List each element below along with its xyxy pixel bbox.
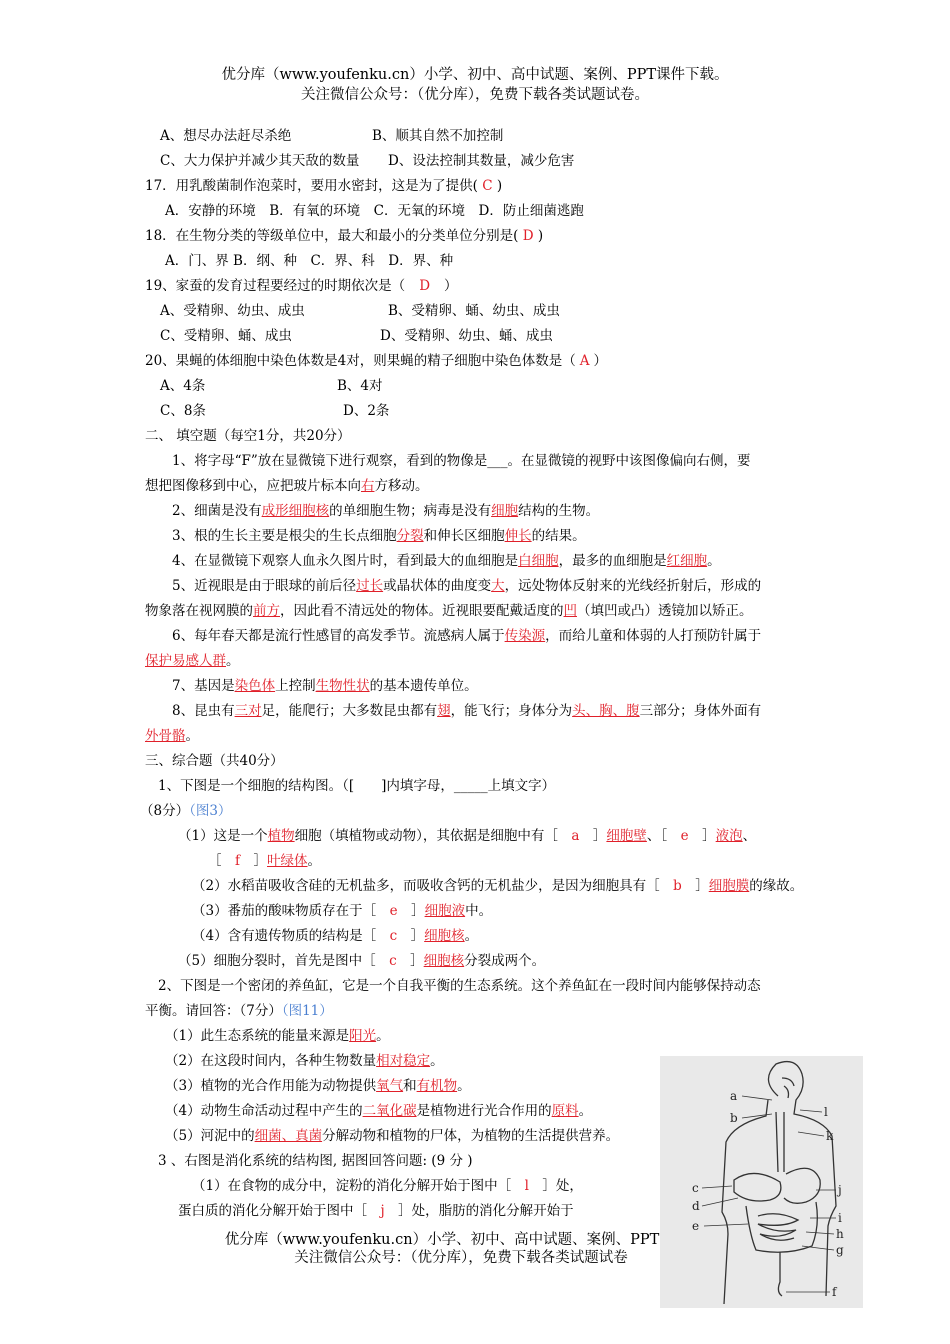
footer-line-2: 关注微信公众号：（优分库），免费下载各类试题试卷 <box>294 1250 628 1266</box>
comp-1-stem: 1、下图是一个细胞的结构图。（[ ]内填字母，_____上填文字） <box>158 778 556 794</box>
fill-1-line-b: 想把图像移到中心，应把玻片标本向右方移动。 <box>145 478 429 494</box>
answer-letter: a <box>571 828 580 844</box>
q17-stem: 17．用乳酸菌制作泡菜时，要用水密封，这是为了提供( C ) <box>145 178 503 194</box>
answer: 过长 <box>356 578 384 594</box>
fill-7: 7、基因是染色体上控制生物性状的基本遗传单位。 <box>172 678 478 694</box>
comp-1-q3: （3）番茄的酸味物质存在于［ e ］细胞液中。 <box>192 903 493 919</box>
q19-option-a: A、受精卵、幼虫、成虫 <box>160 303 305 319</box>
comp-2-q3: （3）植物的光合作用能为动物提供氧气和有机物。 <box>165 1078 471 1094</box>
figure-ref: （图11） <box>281 1003 333 1019</box>
q20-option-b: B、4对 <box>337 378 383 394</box>
header-line-2: 关注微信公众号：（优分库），免费下载各类试题试卷。 <box>301 87 649 103</box>
fill-8-line-b: 外骨骼。 <box>145 728 199 744</box>
comp-3-stem: 3 、右图是消化系统的结构图, 据图回答问题: (9 分 ) <box>158 1153 473 1169</box>
answer: 细胞核 <box>424 928 465 944</box>
answer: 阳光 <box>349 1028 377 1044</box>
q18-options: A．门、界 B．纲、种 C．界、科 D．界、种 <box>165 253 454 269</box>
q19-option-c: C、受精卵、蛹、成虫 <box>160 328 292 344</box>
comp-1-q5: （5）细胞分裂时，首先是图中［ c ］细胞核分裂成两个。 <box>178 953 546 969</box>
answer: 细胞核 <box>423 953 465 969</box>
fill-8-line-a: 8、昆虫有三对足，能爬行；大多数昆虫都有翅，能飞行；身体分为头、胸、腹三部分；身体外面有 <box>172 703 762 719</box>
q16-option-b: B、顺其自然不加控制 <box>372 128 504 144</box>
comp-1-q2: （2）水稻苗吸收含硅的无机盐多，而吸收含钙的无机盐少，是因为细胞具有［ b ］细胞膜的缘故。 <box>192 878 804 894</box>
answer-letter: c <box>389 928 398 944</box>
comp-2-q2: （2）在这段时间内，各种生物数量相对稳定。 <box>165 1053 444 1069</box>
q20-stem: 20、果蝇的体细胞中染色体数是4对，则果蝇的精子细胞中染色体数是（ A ） <box>145 353 608 369</box>
q19-stem: 19、家蚕的发育过程要经过的时期依次是（ D ） <box>145 278 458 294</box>
fill-5-line-a: 5、近视眼是由于眼球的前后径过长或晶状体的曲度变大，远处物体反射来的光线经折射后，形成的 <box>172 578 762 594</box>
comp-2-stem-a: 2、下图是一个密闭的养鱼缸，它是一个自我平衡的生态系统。这个养鱼缸在一段时间内能够保持动态 <box>158 978 761 994</box>
q20-option-a: A、4条 <box>160 378 206 394</box>
fill-1-line-a: 1、将字母“F”放在显微镜下进行观察，看到的物像是___。在显微镜的视野中该图像偏向右侧，要 <box>172 453 751 469</box>
label-c: c <box>692 1181 699 1195</box>
answer: 细胞 <box>491 503 519 519</box>
label-f: f <box>832 1285 837 1299</box>
answer: 右 <box>361 478 375 494</box>
section-2-title: 二、 填空题（每空1分，共20分） <box>145 428 351 444</box>
answer: 伸长 <box>504 528 532 544</box>
fill-6-line-b: 保护易感人群。 <box>145 653 240 669</box>
q18-stem: 18．在生物分类的等级单位中，最大和最小的分类单位分别是( D ) <box>145 228 544 244</box>
digestive-system-diagram <box>660 1056 863 1308</box>
fill-5-line-b: 物象落在视网膜的前方，因此看不清远处的物体。近视眼要配戴适度的凹（填凹或凸）透镜加以矫正。 <box>145 603 753 619</box>
comp-1-q1-cont: ［ f ］叶绿体。 <box>208 853 321 869</box>
answer: 分裂 <box>396 528 424 544</box>
answer-letter: j <box>380 1203 385 1219</box>
answer: 传染源 <box>504 628 546 644</box>
comp-2-q5: （5）河泥中的细菌、真菌分解动物和植物的尸体，为植物的生活提供营养。 <box>165 1128 620 1144</box>
answer: 植物 <box>267 828 295 844</box>
q17-answer: C <box>477 178 497 194</box>
answer: 生物性状 <box>315 678 370 694</box>
q16-option-a: A、想尽办法赶尽杀绝 <box>160 128 292 144</box>
answer: 原料 <box>551 1103 579 1119</box>
answer: 氧气 <box>376 1078 404 1094</box>
label-e: e <box>692 1219 700 1233</box>
label-g: g <box>836 1243 844 1257</box>
figure-ref: （图3） <box>189 803 232 819</box>
q20-option-c: C、8条 <box>160 403 206 419</box>
answer-letter: f <box>235 853 240 869</box>
answer-letter: e <box>680 828 689 844</box>
answer: 二氧化碳 <box>362 1103 417 1119</box>
label-j: j <box>838 1183 842 1197</box>
q20-option-d: D、2条 <box>343 403 390 419</box>
label-k: k <box>826 1129 834 1143</box>
answer: 相对稳定 <box>376 1053 431 1069</box>
comp-1-score: （8分）（图3） <box>140 803 232 819</box>
answer: 三对 <box>234 703 262 719</box>
answer: 翅 <box>437 703 451 719</box>
label-i: i <box>838 1211 842 1225</box>
answer: 液泡 <box>715 828 743 844</box>
q20-answer: A <box>579 353 590 369</box>
comp-1-q1: （1）这是一个植物细胞（填植物或动物），其依据是细胞中有［ a ］细胞壁、［ e ］液泡、 <box>178 828 757 844</box>
label-l: l <box>824 1105 828 1119</box>
answer: 红细胞 <box>666 553 708 569</box>
answer: 染色体 <box>234 678 276 694</box>
comp-3-q1-cont: 蛋白质的消化分解开始于图中［ j ］处，脂肪的消化分解开始于 <box>178 1203 574 1219</box>
label-b: b <box>730 1111 738 1125</box>
header-line-1: 优分库（www.youfenku.cn）小学、初中、高中试题、案例、PPT课件下载。 <box>221 67 729 83</box>
fill-4: 4、在显微镜下观察人血永久图片时，看到最大的血细胞是白细胞，最多的血细胞是红细胞。 <box>172 553 721 569</box>
answer: 头、胸、腹 <box>572 703 640 719</box>
q16-option-d: D、设法控制其数量，减少危害 <box>388 153 575 169</box>
answer-letter: c <box>389 953 397 969</box>
fill-6-line-a: 6、每年春天都是流行性感冒的高发季节。流感病人属于传染源，而给儿童和体弱的人打预防针属于 <box>172 628 762 644</box>
answer: 有机物 <box>416 1078 458 1094</box>
answer-letter: l <box>524 1178 529 1194</box>
answer: 叶绿体 <box>267 853 308 869</box>
answer: 外骨骼 <box>145 728 186 744</box>
fill-2: 2、细菌是没有成形细胞核的单细胞生物；病毒是没有细胞结构的生物。 <box>172 503 600 519</box>
q17-options: A．安静的环境 B．有氧的环境 C．无氧的环境 D．防止细菌逃跑 <box>165 203 584 219</box>
footer-line-1: 优分库（www.youfenku.cn）小学、初中、高中试题、案例、PPT <box>224 1232 660 1248</box>
q19-option-d: D、受精卵、幼虫、蛹、成虫 <box>380 328 553 344</box>
answer: 前方 <box>253 603 280 619</box>
q18-answer: D <box>518 228 538 244</box>
label-h: h <box>836 1227 844 1241</box>
comp-2-stem-b: 平衡。请回答：（7分）（图11） <box>145 1003 333 1019</box>
answer: 大 <box>491 578 505 594</box>
answer: 细胞膜 <box>708 878 750 894</box>
comp-3-q1: （1）在食物的成分中，淀粉的消化分解开始于图中［ l ］处， <box>192 1178 583 1194</box>
q19-option-b: B、受精卵、蛹、幼虫、成虫 <box>388 303 560 319</box>
q19-answer: D <box>419 278 431 294</box>
answer: 保护易感人群 <box>145 653 226 669</box>
answer-letter: b <box>673 878 682 894</box>
digestive-system-figure <box>660 1056 863 1308</box>
q16-option-c: C、大力保护并减少其天敌的数量 <box>160 153 360 169</box>
answer-letter: e <box>389 903 398 919</box>
section-3-title: 三、综合题（共40分） <box>145 753 284 769</box>
answer: 细菌、真菌 <box>254 1128 323 1144</box>
label-d: d <box>692 1199 700 1213</box>
answer: 成形细胞核 <box>261 503 330 519</box>
comp-1-q4: （4）含有遗传物质的结构是［ c ］细胞核。 <box>192 928 479 944</box>
label-a: a <box>730 1089 738 1103</box>
comp-2-q4: （4）动物生命活动过程中产生的二氧化碳是植物进行光合作用的原料。 <box>165 1103 593 1119</box>
answer: 细胞壁 <box>606 828 647 844</box>
answer: 凹 <box>563 603 577 619</box>
answer: 细胞液 <box>424 903 466 919</box>
fill-3: 3、根的生长主要是根尖的生长点细胞分裂和伸长区细胞伸长的结果。 <box>172 528 586 544</box>
comp-2-q1: （1）此生态系统的能量来源是阳光。 <box>165 1028 390 1044</box>
answer: 白细胞 <box>518 553 559 569</box>
